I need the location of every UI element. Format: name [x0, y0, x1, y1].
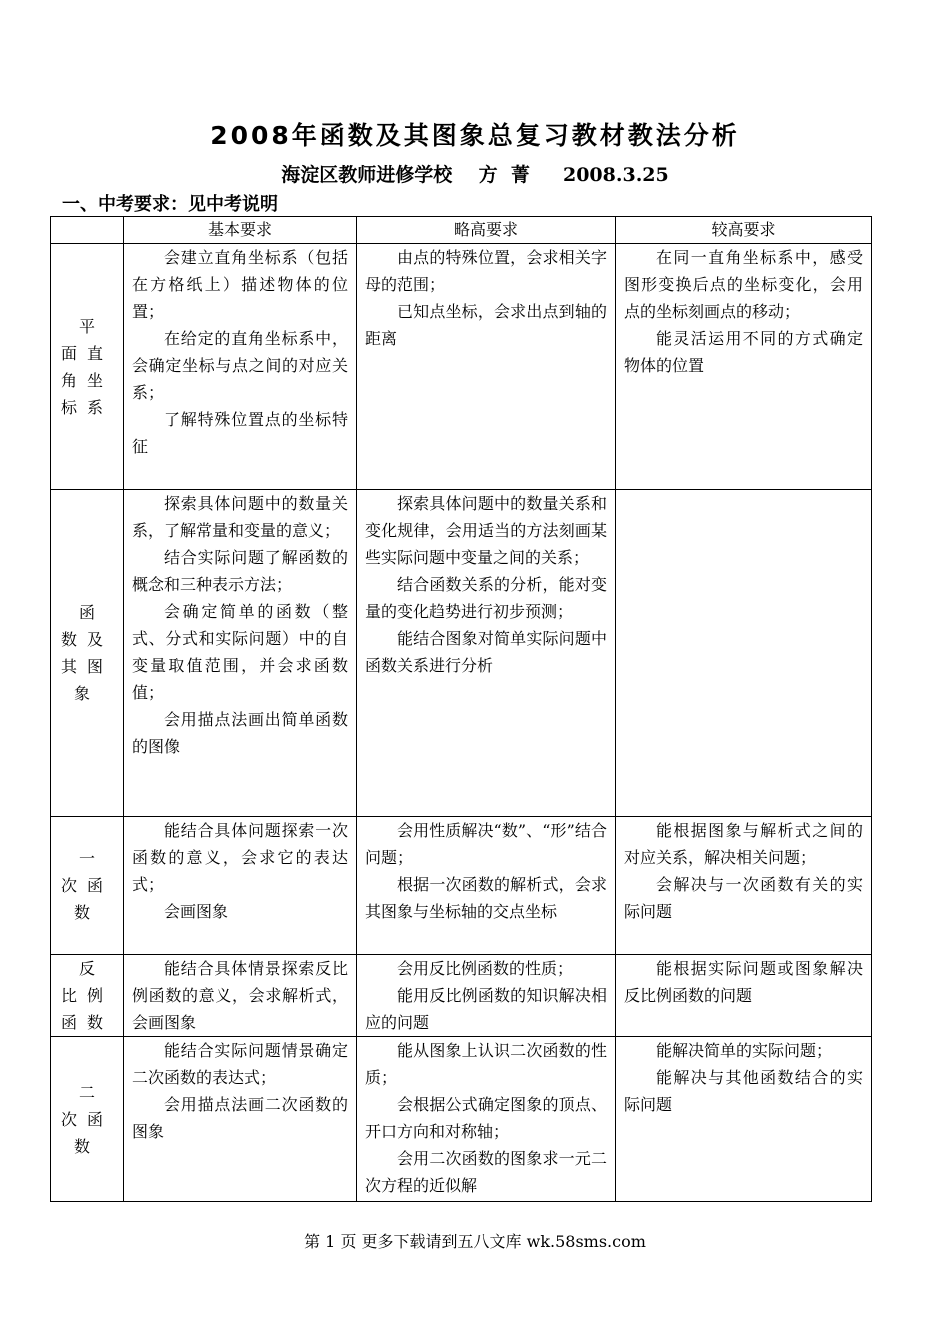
cell-paragraph: 能用反比例函数的知识解决相应的问题 [365, 986, 607, 1032]
cell-paragraph: 结合函数关系的分析，能对变量的变化趋势进行初步预测； [365, 575, 607, 621]
cell-paragraph: 根据一次函数的解析式，会求其图象与坐标轴的交点坐标 [365, 875, 607, 921]
cell-paragraph: 会根据公式确定图象的顶点、开口方向和对称轴； [365, 1095, 607, 1141]
cell-paragraph: 能灵活运用不同的方式确定物体的位置 [624, 329, 863, 375]
cell-paragraph: 会用描点法画出简单函数的图像 [132, 710, 348, 756]
cell-paragraph: 会用二次函数的图象求一元二次方程的近似解 [365, 1149, 607, 1195]
table-row [51, 490, 872, 817]
cell-paragraph: 在同一直角坐标系中，感受图形变换后点的坐标变化，会用点的坐标刻画点的移动； [624, 248, 863, 321]
cell-paragraph: 能根据实际问题或图象解决反比例函数的问题 [624, 959, 863, 1005]
cell-higher [357, 1037, 616, 1202]
requirements-table [50, 216, 872, 1202]
cell-paragraph: 能结合具体情景探索反比例函数的意义，会求解析式，会画图象 [132, 959, 348, 1032]
row-topic: 二次函数 [51, 1037, 124, 1202]
cell-higher [357, 244, 616, 490]
cell-highest [616, 244, 872, 490]
cell-highest [616, 817, 872, 955]
document-title: 2008年函数及其图象总复习教材教法分析 [210, 121, 740, 150]
cell-highest [616, 1037, 872, 1202]
row-topic: 函数及其图象 [51, 490, 124, 817]
cell-highest [616, 490, 872, 817]
cell-basic [124, 817, 357, 955]
header-higher: 略高要求 [357, 217, 616, 244]
cell-paragraph: 能结合实际问题情景确定二次函数的表达式； [132, 1041, 348, 1087]
document-subtitle: 海淀区教师进修学校 方 菁 2008.3.25 [281, 164, 669, 186]
table-row [51, 817, 872, 955]
cell-basic [124, 244, 357, 490]
cell-paragraph: 能解决与其他函数结合的实际问题 [624, 1068, 863, 1114]
cell-paragraph: 结合实际问题了解函数的概念和三种表示方法； [132, 548, 348, 594]
cell-paragraph: 能结合图象对简单实际问题中函数关系进行分析 [365, 629, 607, 675]
cell-paragraph: 会建立直角坐标系（包括在方格纸上）描述物体的位置； [132, 248, 348, 321]
header-highest: 较高要求 [616, 217, 872, 244]
table-row [51, 955, 872, 1037]
table-header-row [51, 217, 872, 244]
cell-paragraph: 会解决与一次函数有关的实际问题 [624, 875, 863, 921]
row-topic: 平面直角坐标系 [51, 244, 124, 490]
cell-higher [357, 817, 616, 955]
header-topic [51, 217, 124, 244]
cell-paragraph: 能解决简单的实际问题； [656, 1041, 833, 1060]
cell-paragraph: 已知点坐标，会求出点到轴的距离 [365, 302, 607, 348]
header-basic: 基本要求 [124, 217, 357, 244]
cell-paragraph: 会用描点法画二次函数的图象 [132, 1095, 348, 1141]
table-row [51, 244, 872, 490]
cell-paragraph: 由点的特殊位置，会求相关字母的范围； [365, 248, 607, 294]
cell-paragraph: 能根据图象与解析式之间的对应关系，解决相关问题； [624, 821, 863, 867]
section-heading: 一、中考要求：见中考说明 [62, 194, 278, 215]
cell-basic [124, 490, 357, 817]
row-topic: 一次函数 [51, 817, 124, 955]
cell-paragraph: 在给定的直角坐标系中，会确定坐标与点之间的对应关系； [132, 329, 348, 402]
cell-higher [357, 490, 616, 817]
cell-paragraph: 探索具体问题中的数量关系，了解常量和变量的意义； [132, 494, 348, 540]
cell-paragraph: 会用性质解决“数”、“形”结合问题； [365, 821, 607, 867]
cell-higher [357, 955, 616, 1037]
cell-paragraph: 会画图象 [164, 902, 229, 921]
cell-paragraph: 会用反比例函数的性质； [397, 959, 574, 978]
page-footer: 第 1 页 更多下载请到五八文库 wk.58sms.com [304, 1232, 646, 1251]
row-topic: 反比例函数 [51, 955, 124, 1037]
cell-paragraph: 能结合具体问题探索一次函数的意义，会求它的表达式； [132, 821, 348, 894]
cell-highest [616, 955, 872, 1037]
cell-paragraph: 探索具体问题中的数量关系和变化规律，会用适当的方法刻画某些实际问题中变量之间的关系； [365, 494, 607, 567]
cell-basic [124, 955, 357, 1037]
cell-paragraph: 了解特殊位置点的坐标特征 [132, 410, 348, 456]
cell-paragraph: 会确定简单的函数（整式、分式和实际问题）中的自变量取值范围，并会求函数值； [132, 602, 348, 702]
cell-paragraph: 能从图象上认识二次函数的性质； [365, 1041, 607, 1087]
cell-basic [124, 1037, 357, 1202]
table-row [51, 1037, 872, 1202]
